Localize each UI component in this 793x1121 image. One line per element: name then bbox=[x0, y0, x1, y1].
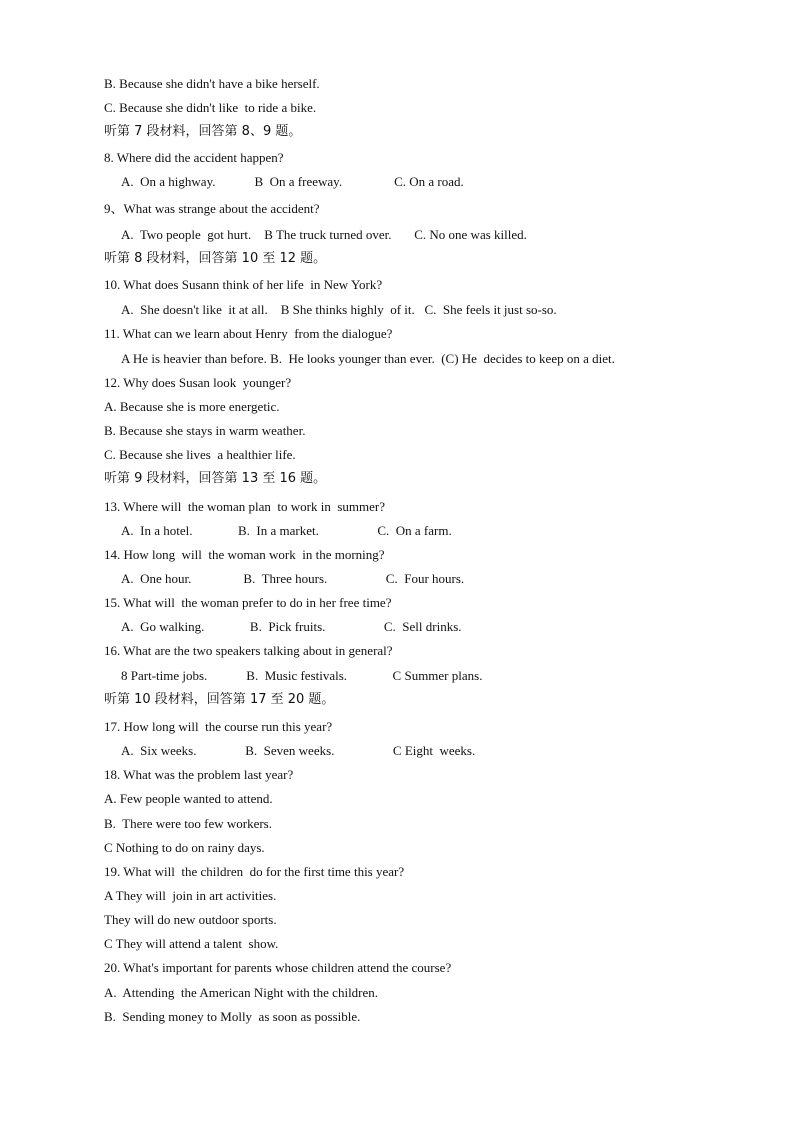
options-line: A. In a hotel. B. In a market. C. On a farm. bbox=[121, 523, 452, 538]
options-line: A. Go walking. B. Pick fruits. C. Sell drinks. bbox=[121, 619, 462, 634]
question-line: 10. What does Susann think of her life in New York? bbox=[104, 277, 383, 292]
option-line: A. Few people wanted to attend. bbox=[104, 791, 273, 806]
option-line: C. Because she lives a healthier life. bbox=[104, 447, 296, 462]
question-line: 16. What are the two speakers talking about in general? bbox=[104, 643, 393, 658]
options-line: A. One hour. B. Three hours. C. Four hours. bbox=[121, 571, 465, 586]
options-line: A. On a highway. B On a freeway. C. On a road. bbox=[121, 174, 464, 189]
question-line: 11. What can we learn about Henry from the dialogue? bbox=[104, 326, 393, 341]
options-line: 8 Part-time jobs. B. Music festivals. C Summer plans. bbox=[121, 668, 483, 683]
option-line: C Nothing to do on rainy days. bbox=[104, 840, 265, 855]
question-line: 12. Why does Susan look younger? bbox=[104, 375, 292, 390]
options-line: A He is heavier than before. B. He looks younger than ever. (C) He decides to keep on a diet. bbox=[121, 351, 615, 366]
option-line: B. Sending money to Molly as soon as possible. bbox=[104, 1009, 361, 1024]
option-line: B. Because she stays in warm weather. bbox=[104, 423, 306, 438]
option-line: B. Because she didn't have a bike herself. bbox=[104, 76, 320, 91]
question-line: 18. What was the problem last year? bbox=[104, 767, 294, 782]
option-line: They will do new outdoor sports. bbox=[104, 912, 277, 927]
question-line: 9、What was strange about the accident? bbox=[104, 201, 320, 216]
options-line: A. Two people got hurt. B The truck turned over. C. No one was killed. bbox=[121, 227, 527, 242]
options-line: A. She doesn't like it at all. B She thinks highly of it. C. She feels it just so-so. bbox=[121, 302, 557, 317]
option-line: A. Attending the American Night with the children. bbox=[104, 985, 379, 1000]
question-line: 8. Where did the accident happen? bbox=[104, 150, 284, 165]
options-line: A. Six weeks. B. Seven weeks. C Eight weeks. bbox=[121, 743, 476, 758]
option-line: A. Because she is more energetic. bbox=[104, 399, 280, 414]
question-line: 13. Where will the woman plan to work in summer? bbox=[104, 499, 386, 514]
section-heading: 听第 10 段材料，回答第 17 至 20 题。 bbox=[104, 692, 335, 707]
section-heading: 听第 7 段材料，回答第 8、9 题。 bbox=[104, 124, 302, 139]
question-line: 14. How long will the woman work in the morning? bbox=[104, 547, 385, 562]
option-line: C They will attend a talent show. bbox=[104, 936, 279, 951]
option-line: C. Because she didn't like to ride a bike. bbox=[104, 100, 317, 115]
section-heading: 听第 9 段材料，回答第 13 至 16 题。 bbox=[104, 471, 327, 486]
question-line: 20. What's important for parents whose children attend the course? bbox=[104, 960, 452, 975]
option-line: B. There were too few workers. bbox=[104, 816, 272, 831]
option-line: A They will join in art activities. bbox=[104, 888, 277, 903]
question-line: 19. What will the children do for the first time this year? bbox=[104, 864, 405, 879]
question-line: 15. What will the woman prefer to do in her free time? bbox=[104, 595, 392, 610]
question-line: 17. How long will the course run this year? bbox=[104, 719, 333, 734]
section-heading: 听第 8 段材料，回答第 10 至 12 题。 bbox=[104, 251, 327, 266]
